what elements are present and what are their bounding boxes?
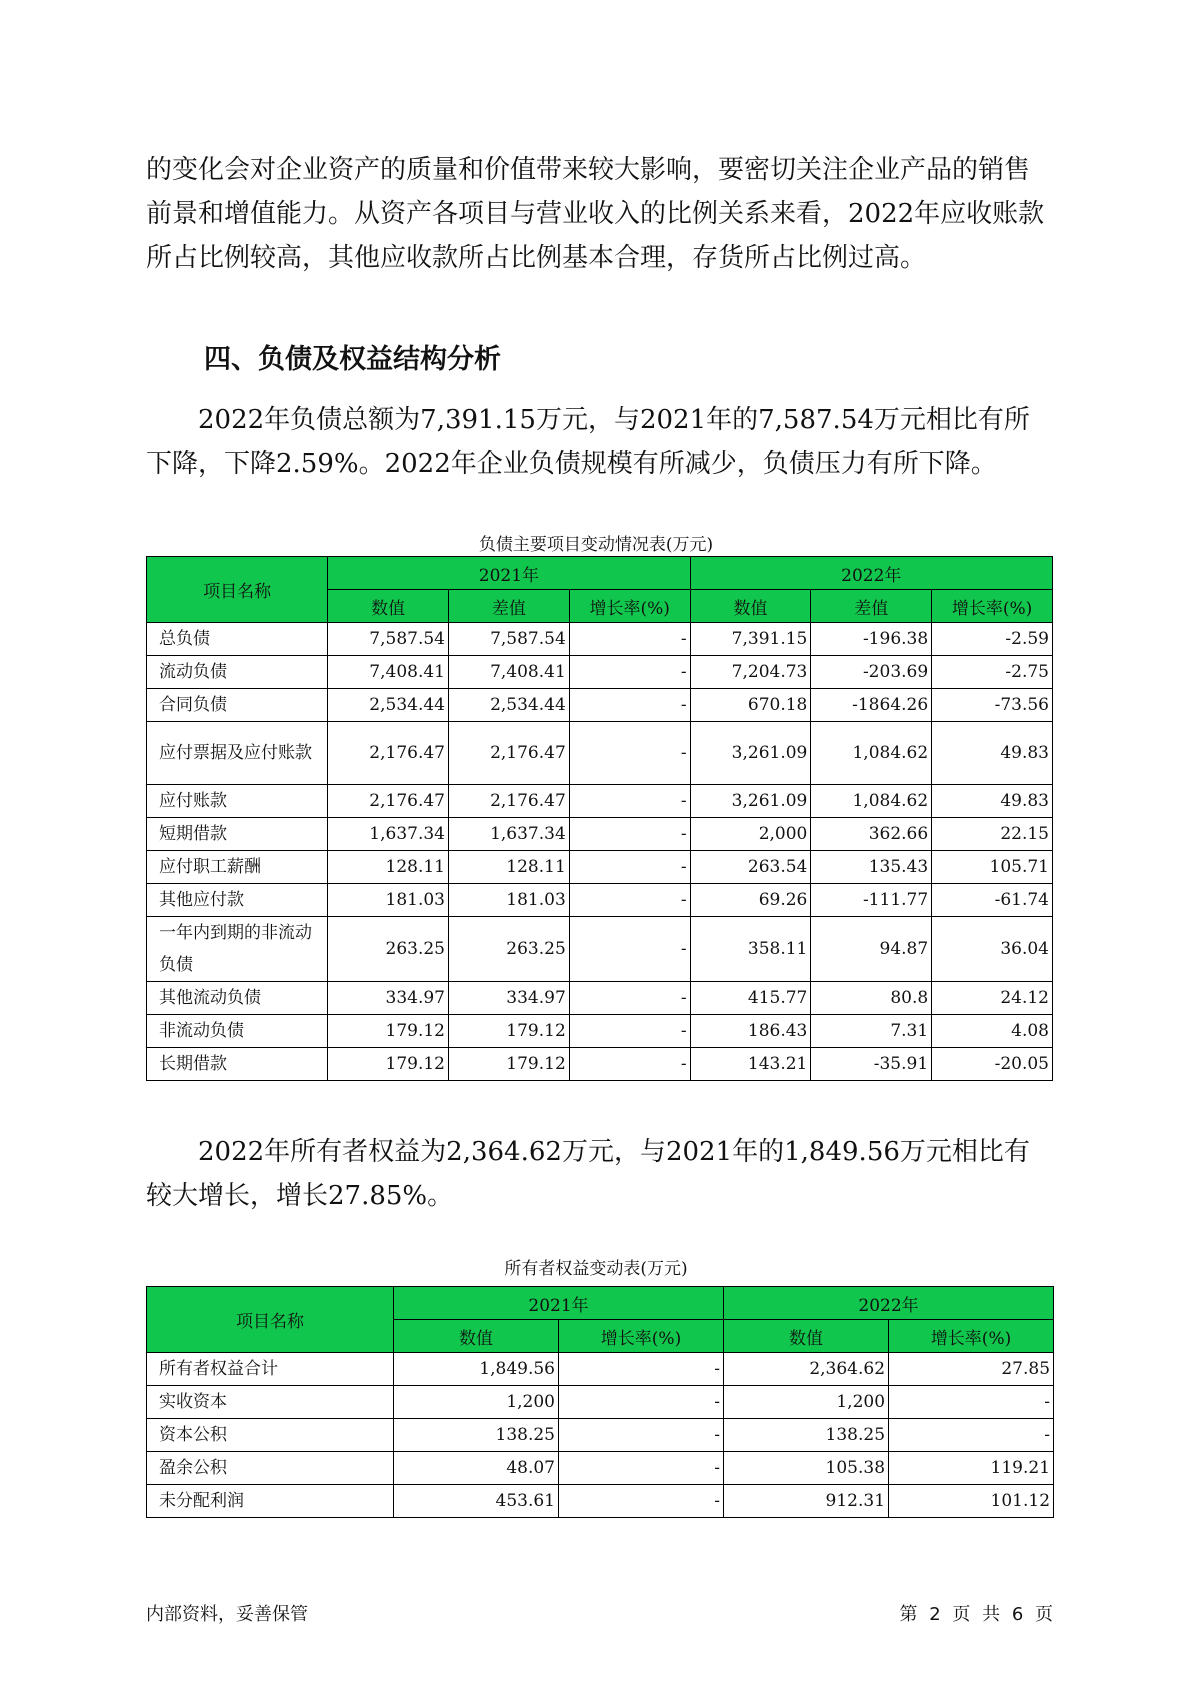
cell-diff-2022: -35.91 (811, 1048, 932, 1081)
cell-growth-2022: 36.04 (932, 917, 1053, 982)
body-paragraph: 2022年所有者权益为2,364.62万元，与2021年的1,849.56万元相比有较大增长，增长27.85%。 (146, 1137, 1030, 1211)
table-row (147, 1353, 1054, 1386)
table-row (147, 982, 1053, 1015)
cell-growth-2022: 49.83 (932, 785, 1053, 818)
cell-growth-2021: - (569, 982, 690, 1015)
row-name: 实收资本 (147, 1386, 394, 1419)
cell-value-2021: 7,408.41 (328, 656, 449, 689)
table-row (147, 1485, 1054, 1518)
cell-value-2022: 143.21 (690, 1048, 811, 1081)
cell-diff-2021: 2,534.44 (448, 689, 569, 722)
cell-value-2022: 186.43 (690, 1015, 811, 1048)
cell-value-2022: 69.26 (690, 884, 811, 917)
footer-confidential-note: 内部资料，妥善保管 (146, 1604, 308, 1625)
header-value: 数值 (724, 1320, 889, 1353)
cell-growth-2021: - (559, 1353, 724, 1386)
cell-diff-2021: 128.11 (448, 851, 569, 884)
cell-value-2022: 7,391.15 (690, 623, 811, 656)
cell-growth-2021: - (559, 1452, 724, 1485)
row-name: 未分配利润 (147, 1485, 394, 1518)
table-row (147, 656, 1053, 689)
cell-growth-2021: - (569, 1015, 690, 1048)
table-row (147, 785, 1053, 818)
cell-growth-2021: - (569, 851, 690, 884)
cell-diff-2022: -1864.26 (811, 689, 932, 722)
row-name: 盈余公积 (147, 1452, 394, 1485)
cell-diff-2021: 1,637.34 (448, 818, 569, 851)
cell-diff-2022: 7.31 (811, 1015, 932, 1048)
row-name: 合同负债 (147, 689, 328, 722)
header-diff: 差值 (448, 590, 569, 623)
cell-value-2021: 2,176.47 (328, 722, 449, 785)
cell-value-2022: 2,364.62 (724, 1353, 889, 1386)
body-paragraph: 2022年负债总额为7,391.15万元，与2021年的7,587.54万元相比有所下降，下降2.59%。2022年企业负债规模有所减少，负债压力有所下降。 (146, 405, 1030, 479)
cell-diff-2021: 181.03 (448, 884, 569, 917)
cell-diff-2021: 7,408.41 (448, 656, 569, 689)
cell-value-2021: 453.61 (394, 1485, 559, 1518)
table-row (147, 1015, 1053, 1048)
table-row (147, 623, 1053, 656)
table-row (147, 884, 1053, 917)
cell-diff-2021: 179.12 (448, 1048, 569, 1081)
header-item-name: 项目名称 (147, 557, 328, 623)
header-growth: 增长率(%) (932, 590, 1053, 623)
table-row (147, 1419, 1054, 1452)
header-diff: 差值 (811, 590, 932, 623)
cell-value-2022: 2,000 (690, 818, 811, 851)
row-name: 其他流动负债 (147, 982, 328, 1015)
cell-diff-2022: 362.66 (811, 818, 932, 851)
cell-diff-2021: 334.97 (448, 982, 569, 1015)
cell-diff-2021: 7,587.54 (448, 623, 569, 656)
row-name: 非流动负债 (147, 1015, 328, 1048)
cell-growth-2022: 101.12 (889, 1485, 1054, 1518)
table-row (147, 1386, 1054, 1419)
cell-value-2022: 670.18 (690, 689, 811, 722)
liabilities-table (146, 556, 1053, 1081)
cell-diff-2021: 2,176.47 (448, 722, 569, 785)
equity-table (146, 1286, 1054, 1518)
cell-growth-2021: - (569, 623, 690, 656)
cell-growth-2021: - (569, 785, 690, 818)
table-row (147, 1452, 1054, 1485)
cell-value-2021: 334.97 (328, 982, 449, 1015)
cell-growth-2021: - (569, 1048, 690, 1081)
cell-value-2021: 181.03 (328, 884, 449, 917)
table-row (147, 818, 1053, 851)
cell-growth-2021: - (569, 656, 690, 689)
cell-diff-2022: -203.69 (811, 656, 932, 689)
header-value: 数值 (394, 1320, 559, 1353)
cell-value-2021: 7,587.54 (328, 623, 449, 656)
cell-value-2021: 263.25 (328, 917, 449, 982)
cell-value-2021: 48.07 (394, 1452, 559, 1485)
cell-value-2021: 1,200 (394, 1386, 559, 1419)
cell-value-2022: 138.25 (724, 1419, 889, 1452)
cell-growth-2021: - (569, 689, 690, 722)
cell-diff-2022: 1,084.62 (811, 785, 932, 818)
cell-diff-2021: 263.25 (448, 917, 569, 982)
cell-growth-2022: 24.12 (932, 982, 1053, 1015)
cell-value-2022: 263.54 (690, 851, 811, 884)
cell-diff-2021: 2,176.47 (448, 785, 569, 818)
header-year-2022: 2022年 (690, 557, 1052, 590)
cell-growth-2022: 119.21 (889, 1452, 1054, 1485)
header-growth: 增长率(%) (889, 1320, 1054, 1353)
cell-growth-2022: 27.85 (889, 1353, 1054, 1386)
cell-value-2022: 3,261.09 (690, 785, 811, 818)
cell-growth-2022: -61.74 (932, 884, 1053, 917)
table-row (147, 917, 1053, 982)
row-name: 其他应付款 (147, 884, 328, 917)
cell-growth-2022: 105.71 (932, 851, 1053, 884)
cell-growth-2022: 22.15 (932, 818, 1053, 851)
cell-value-2022: 912.31 (724, 1485, 889, 1518)
body-paragraph: 的变化会对企业资产的质量和价值带来较大影响，要密切关注企业产品的销售前景和增值能力。从资产各项目与营业收入的比例关系来看，2022年应收账款所占比例较高，其他应收款所占比例基本合理，存货所占比例过高。 (146, 155, 1045, 273)
cell-value-2022: 415.77 (690, 982, 811, 1015)
row-name: 资本公积 (147, 1419, 394, 1452)
cell-growth-2021: - (569, 818, 690, 851)
cell-diff-2022: -196.38 (811, 623, 932, 656)
cell-growth-2021: - (559, 1386, 724, 1419)
cell-value-2022: 3,261.09 (690, 722, 811, 785)
row-name: 长期借款 (147, 1048, 328, 1081)
row-name: 应付票据及应付账款 (147, 722, 328, 785)
cell-value-2022: 7,204.73 (690, 656, 811, 689)
header-year-2021: 2021年 (328, 557, 690, 590)
cell-diff-2021: 179.12 (448, 1015, 569, 1048)
cell-value-2021: 128.11 (328, 851, 449, 884)
header-growth: 增长率(%) (559, 1320, 724, 1353)
table-caption: 所有者权益变动表(万元) (504, 1259, 688, 1279)
cell-value-2022: 105.38 (724, 1452, 889, 1485)
cell-growth-2022: -2.75 (932, 656, 1053, 689)
cell-value-2021: 1,849.56 (394, 1353, 559, 1386)
cell-value-2021: 2,176.47 (328, 785, 449, 818)
cell-value-2021: 179.12 (328, 1048, 449, 1081)
footer-page-number: 第 2 页 共 6 页 (899, 1604, 1053, 1625)
header-year-2022: 2022年 (724, 1287, 1054, 1320)
cell-value-2021: 2,534.44 (328, 689, 449, 722)
row-name: 流动负债 (147, 656, 328, 689)
cell-growth-2022: -20.05 (932, 1048, 1053, 1081)
table-row (147, 722, 1053, 785)
header-value: 数值 (690, 590, 811, 623)
header-value: 数值 (328, 590, 449, 623)
cell-growth-2021: - (559, 1485, 724, 1518)
cell-growth-2021: - (569, 722, 690, 785)
header-growth: 增长率(%) (569, 590, 690, 623)
cell-value-2021: 138.25 (394, 1419, 559, 1452)
table-row (147, 1048, 1053, 1081)
cell-growth-2021: - (569, 884, 690, 917)
cell-value-2021: 179.12 (328, 1015, 449, 1048)
row-name: 短期借款 (147, 818, 328, 851)
cell-diff-2022: 135.43 (811, 851, 932, 884)
header-year-2021: 2021年 (394, 1287, 724, 1320)
cell-growth-2022: 4.08 (932, 1015, 1053, 1048)
cell-value-2022: 358.11 (690, 917, 811, 982)
cell-diff-2022: 1,084.62 (811, 722, 932, 785)
cell-growth-2022: 49.83 (932, 722, 1053, 785)
table-row (147, 689, 1053, 722)
cell-diff-2022: 94.87 (811, 917, 932, 982)
row-name: 应付账款 (147, 785, 328, 818)
cell-value-2021: 1,637.34 (328, 818, 449, 851)
cell-diff-2022: -111.77 (811, 884, 932, 917)
row-name: 所有者权益合计 (147, 1353, 394, 1386)
section-heading: 四、负债及权益结构分析 (204, 344, 501, 375)
row-name: 总负债 (147, 623, 328, 656)
cell-growth-2022: - (889, 1386, 1054, 1419)
row-name: 一年内到期的非流动负债 (147, 917, 328, 982)
table-row (147, 851, 1053, 884)
cell-growth-2022: -2.59 (932, 623, 1053, 656)
cell-growth-2022: - (889, 1419, 1054, 1452)
cell-growth-2022: -73.56 (932, 689, 1053, 722)
cell-growth-2021: - (559, 1419, 724, 1452)
cell-growth-2021: - (569, 917, 690, 982)
cell-diff-2022: 80.8 (811, 982, 932, 1015)
table-caption: 负债主要项目变动情况表(万元) (478, 535, 714, 555)
cell-value-2022: 1,200 (724, 1386, 889, 1419)
row-name: 应付职工薪酬 (147, 851, 328, 884)
header-item-name: 项目名称 (147, 1287, 394, 1353)
